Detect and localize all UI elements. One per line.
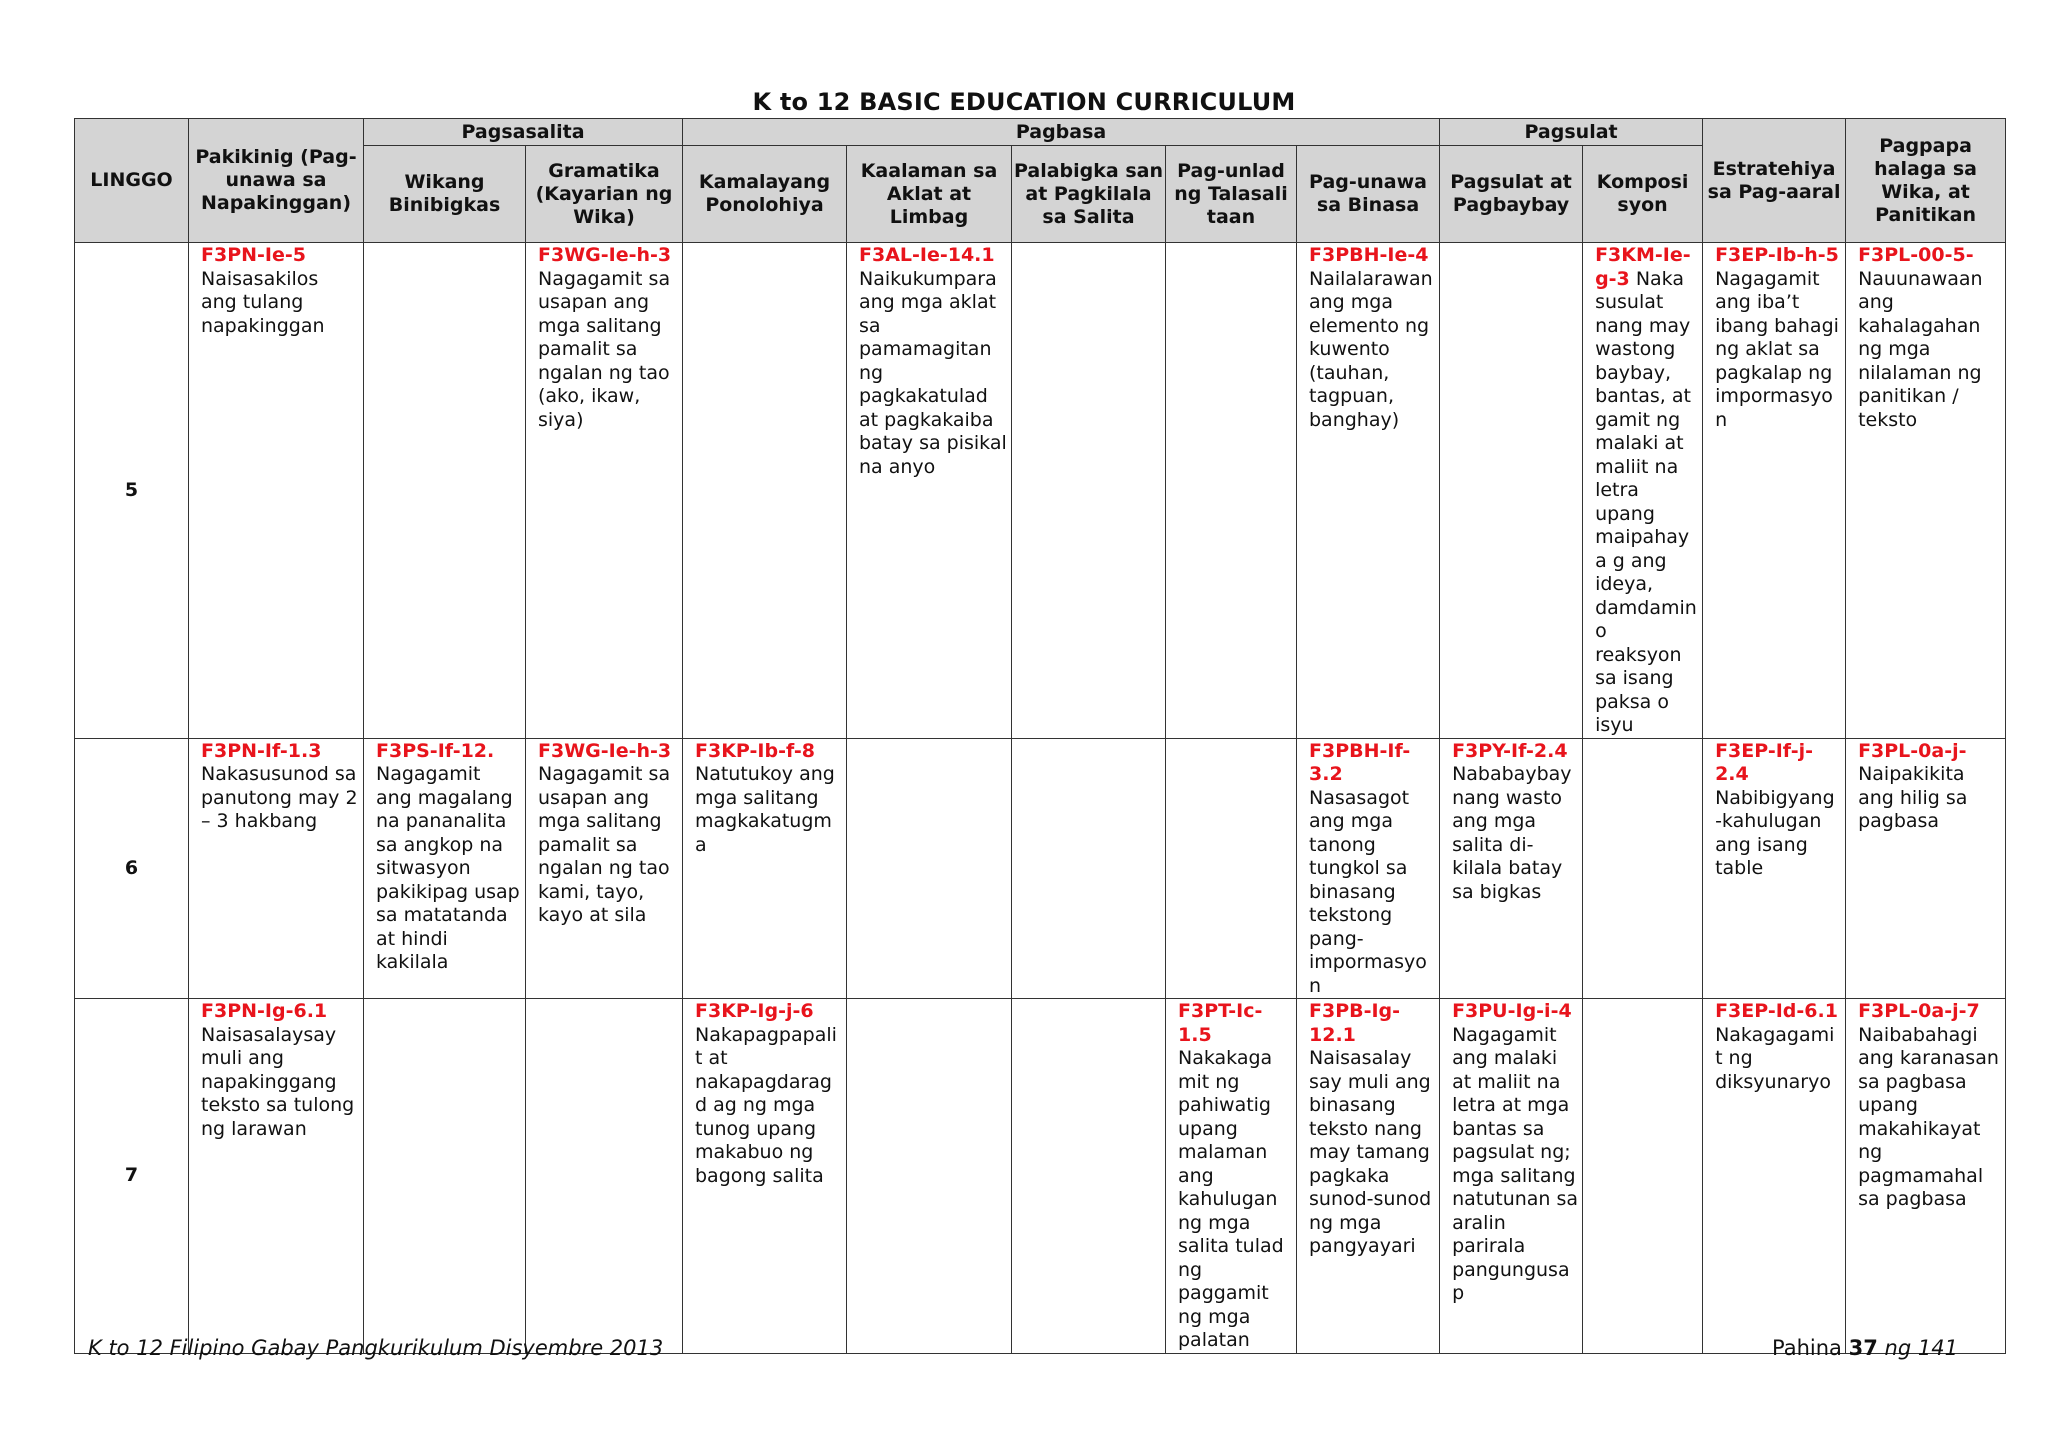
footer-page-info bbox=[1772, 1336, 1958, 1360]
competency-cell bbox=[189, 738, 364, 999]
competency-cell bbox=[1703, 999, 1846, 1354]
competency-description: Nakapagpapalit at nakapagdaragd ag ng mga tunog upang makabuo ng bagong salita bbox=[695, 1023, 837, 1187]
competency-cell bbox=[526, 243, 683, 739]
competency-description: Nagagamit sa usapan ang mga salitang pamalit sa ngalan ng tao kami, tayo, kayo at sila bbox=[538, 763, 671, 926]
header-pag-unlad-talasalitaan: Pag-unlad ng Talasali taan bbox=[1166, 146, 1297, 243]
competency-cell bbox=[189, 243, 364, 739]
header-linggo: LINGGO bbox=[75, 119, 189, 243]
competency-code: F3KP-Ib-f-8 bbox=[695, 739, 815, 762]
competency-code: F3KM-Ie-g-3 bbox=[1595, 244, 1691, 290]
competency-cell bbox=[1440, 243, 1583, 739]
header-pagsasalita: Pagsasalita bbox=[364, 119, 683, 146]
competency-cell bbox=[1166, 243, 1297, 739]
competency-description: Nakakaga mit ng pahiwatig upang malaman ang kahulugan ng mga salita tulad ng paggamit ng mga palatan bbox=[1178, 1047, 1284, 1351]
competency-description: Nakagagamit ng diksyunaryo bbox=[1715, 1023, 1835, 1093]
competency-description: Nagagamit ang malaki at maliit na letra at mga bantas sa pagsulat ng; mga salitang natutunan sa aralin parirala pangungusap bbox=[1452, 1023, 1579, 1304]
competency-code: F3PS-If-12. bbox=[376, 739, 495, 762]
competency-code: F3PL-0a-j-7 bbox=[1858, 1000, 1980, 1022]
competency-cell bbox=[1846, 738, 2006, 999]
competency-code: F3PL-0a-j- bbox=[1858, 739, 1967, 762]
competency-cell bbox=[1440, 999, 1583, 1354]
competency-cell bbox=[847, 243, 1012, 739]
competency-description: Naisasakilos ang tulang napakinggan bbox=[201, 267, 325, 337]
competency-cell bbox=[1703, 243, 1846, 739]
header-komposisyon: Komposi syon bbox=[1583, 146, 1703, 243]
header-wikang-binibigkas: Wikang Binibigkas bbox=[364, 146, 526, 243]
competency-cell bbox=[1583, 999, 1703, 1354]
competency-cell bbox=[364, 738, 526, 999]
competency-code: F3PN-If-1.3 bbox=[201, 739, 322, 762]
competency-cell bbox=[683, 999, 847, 1354]
competency-description: Naibabahagi ang karanasan sa pagbasa upang makahikayat ng pagmamahal sa pagbasa bbox=[1858, 1023, 1999, 1210]
competency-description: Nakasusunod sa panutong may 2 – 3 hakbang bbox=[201, 763, 358, 832]
footer-page-prefix: Pahina bbox=[1772, 1336, 1842, 1360]
week-number: 6 bbox=[75, 738, 189, 999]
competency-cell bbox=[1166, 999, 1297, 1354]
competency-code: F3PN-Ie-5 bbox=[201, 244, 306, 266]
competency-cell bbox=[1846, 243, 2006, 739]
competency-code: F3PT-Ic-1.5 bbox=[1178, 1000, 1263, 1046]
competency-cell bbox=[364, 999, 526, 1354]
competency-cell bbox=[526, 999, 683, 1354]
header-pagbasa: Pagbasa bbox=[683, 119, 1440, 146]
competency-description: Nagagamit ang magalang na pananalita sa angkop na sitwasyon pakikipag usap sa matatanda at hindi kakilala bbox=[376, 763, 520, 973]
competency-code: F3PU-Ig-i-4 bbox=[1452, 1000, 1572, 1022]
competency-description: Naipakikita ang hilig sa pagbasa bbox=[1858, 763, 1968, 832]
competency-code: F3KP-Ig-j-6 bbox=[695, 1000, 814, 1022]
header-palabigkasan: Palabigka san at Pagkilala sa Salita bbox=[1012, 146, 1166, 243]
competency-code: F3AL-Ie-14.1 bbox=[859, 244, 995, 266]
competency-cell bbox=[189, 999, 364, 1354]
competency-description: Nagagamit ang iba’t ibang bahagi ng aklat sa pagkalap ng impormasyon bbox=[1715, 267, 1839, 431]
competency-cell bbox=[683, 243, 847, 739]
competency-code: F3EP-If-j-2.4 bbox=[1715, 739, 1814, 785]
header-kaalaman-sa-aklat: Kaalaman sa Aklat at Limbag bbox=[847, 146, 1012, 243]
footer-page-suffix: ng 141 bbox=[1884, 1336, 1958, 1360]
table-row bbox=[75, 243, 2006, 739]
header-pagsulat: Pagsulat bbox=[1440, 119, 1703, 146]
document-title: K to 12 BASIC EDUCATION CURRICULUM bbox=[752, 88, 1296, 116]
competency-code: F3EP-Ib-h-5 bbox=[1715, 244, 1839, 266]
table-row bbox=[75, 738, 2006, 999]
competency-cell bbox=[1583, 738, 1703, 999]
competency-cell bbox=[1297, 738, 1440, 999]
competency-description: Nagagamit sa usapan ang mga salitang pamalit sa ngalan ng tao (ako, ikaw, siya) bbox=[538, 267, 671, 431]
footer-document-name: K to 12 Filipino Gabay Pangkurikulum Disyembre 2013 bbox=[88, 1336, 664, 1360]
competency-cell bbox=[526, 738, 683, 999]
competency-cell bbox=[1703, 738, 1846, 999]
week-number: 7 bbox=[75, 999, 189, 1354]
footer-page-number: 37 bbox=[1848, 1336, 1878, 1360]
competency-code: F3PB-Ig-12.1 bbox=[1309, 1000, 1401, 1046]
competency-description: Nabibigyang-kahulugan ang isang table bbox=[1715, 786, 1835, 879]
competency-code: F3PN-Ig-6.1 bbox=[201, 1000, 328, 1022]
competency-code: F3PBH-Ie-4 bbox=[1309, 244, 1429, 266]
competency-cell bbox=[1583, 243, 1703, 739]
competency-description: Natutukoy ang mga salitang magkakatugma bbox=[695, 763, 835, 856]
header-estratehiya: Estratehiya sa Pag-aaral bbox=[1703, 119, 1846, 243]
curriculum-table bbox=[74, 118, 2006, 1354]
competency-cell bbox=[1166, 738, 1297, 999]
competency-cell bbox=[1012, 738, 1166, 999]
competency-cell bbox=[1012, 243, 1166, 739]
competency-cell bbox=[1297, 999, 1440, 1354]
competency-code: F3PL-00-5- bbox=[1858, 244, 1974, 266]
header-kamalayang-ponolohiya: Kamalayang Ponolohiya bbox=[683, 146, 847, 243]
competency-code: F3EP-Id-6.1 bbox=[1715, 1000, 1838, 1022]
competency-description: Nauunawaan ang kahalagahan ng mga nilalaman ng panitikan / teksto bbox=[1858, 267, 1983, 431]
competency-cell bbox=[1012, 999, 1166, 1354]
competency-cell bbox=[1846, 999, 2006, 1354]
competency-code: F3PY-If-2.4 bbox=[1452, 739, 1568, 762]
competency-description: Nailalarawan ang mga elemento ng kuwento (tauhan, tagpuan, banghay) bbox=[1309, 267, 1433, 431]
header-gramatika: Gramatika (Kayarian ng Wika) bbox=[526, 146, 683, 243]
competency-description: Naka susulat nang may wastong baybay, bantas, at gamit ng malaki at maliit na letra upang maipahaya g ang ideya, damdamin o reaksyon sa isang paksa o isyu bbox=[1595, 267, 1697, 736]
competency-description: Naisasalaysay muli ang napakinggang teksto sa tulong ng larawan bbox=[201, 1023, 355, 1140]
header-pagsulat-pagbaybay: Pagsulat at Pagbaybay bbox=[1440, 146, 1583, 243]
curriculum-table-body bbox=[75, 243, 2006, 1354]
competency-code: F3WG-Ie-h-3 bbox=[538, 244, 672, 266]
competency-cell bbox=[683, 738, 847, 999]
competency-description: Nasasagot ang mga tanong tungkol sa binasang tekstong pang-impormasyon bbox=[1309, 786, 1427, 997]
week-number: 5 bbox=[75, 243, 189, 739]
header-pagpapahalaga: Pagpapa halaga sa Wika, at Panitikan bbox=[1846, 119, 2006, 243]
competency-description: Naisasalay say muli ang binasang teksto nang may tamang pagkaka sunod-sunod ng mga pangyayari bbox=[1309, 1047, 1432, 1257]
competency-description: Nababaybay nang wasto ang mga salita di-kilala batay sa bigkas bbox=[1452, 763, 1572, 903]
competency-code: F3WG-Ie-h-3 bbox=[538, 739, 672, 762]
competency-cell bbox=[1440, 738, 1583, 999]
table-row bbox=[75, 999, 2006, 1354]
competency-cell bbox=[847, 738, 1012, 999]
header-pakikinig: Pakikinig (Pag-unawa sa Napakinggan) bbox=[189, 119, 364, 243]
competency-cell bbox=[364, 243, 526, 739]
competency-cell bbox=[1297, 243, 1440, 739]
competency-code: F3PBH-If-3.2 bbox=[1309, 739, 1411, 785]
header-pag-unawa-binasa: Pag-unawa sa Binasa bbox=[1297, 146, 1440, 243]
competency-cell bbox=[847, 999, 1012, 1354]
competency-description: Naikukumpara ang mga aklat sa pamamagitan ng pagkakatulad at pagkakaiba batay sa pisikal na anyo bbox=[859, 267, 1007, 478]
